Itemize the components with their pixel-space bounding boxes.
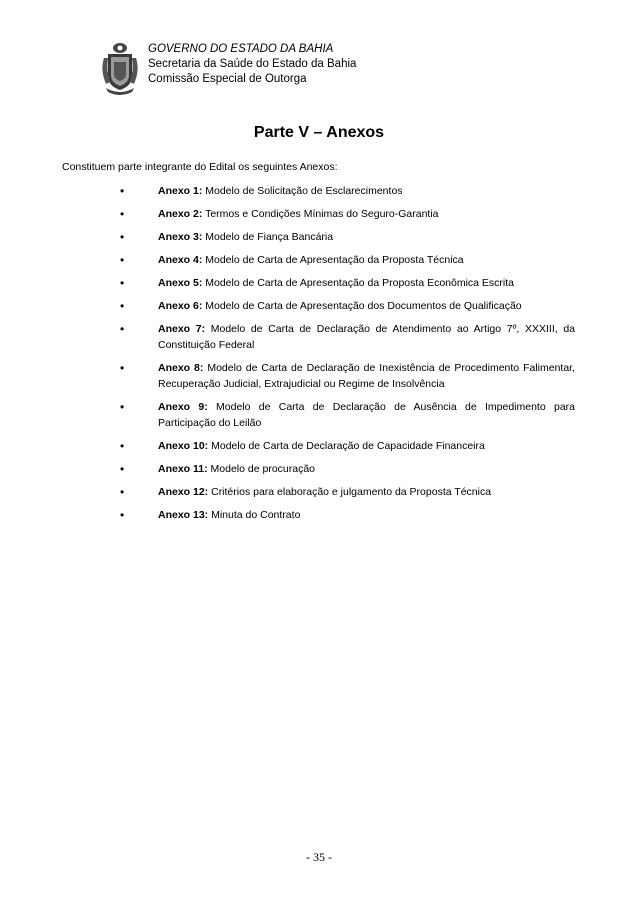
annex-list [0,183,638,530]
list-item [0,229,638,245]
list-item [0,399,638,431]
bullet-icon: • [120,485,125,499]
annex-number: Anexo 4: [158,254,203,266]
annex-content [158,507,575,523]
bullet-icon: • [120,400,125,414]
annex-content [158,252,575,268]
bullet-icon: • [120,361,125,375]
bullet-icon: • [120,299,125,313]
annex-description: Modelo de Carta de Declaração de Atendimento ao Artigo 7º, XXXIII, da Constituição Federal [158,323,575,351]
annex-description: Modelo de Carta de Apresentação da Proposta Econômica Escrita [202,277,515,289]
annex-number: Anexo 7: [158,323,206,335]
annex-content [158,298,575,314]
annex-number: Anexo 13: [158,509,209,521]
annex-number: Anexo 9: [158,401,208,413]
bullet-icon: • [120,462,125,476]
intro-paragraph: Constituem parte integrante do Edital os seguintes Anexos: [62,161,338,173]
list-item [0,183,638,199]
annex-number: Anexo 12: [158,486,209,498]
annex-description: Modelo de Carta de Declaração de Inexistência de Procedimento Falimentar, Recuperação Judicial, Extrajudicial ou Regime de Insolvência [158,362,576,390]
page-number: - 35 - [306,850,332,864]
annex-number: Anexo 8: [158,362,204,374]
document-header [98,40,518,100]
annex-content [158,438,575,454]
bullet-icon: • [120,184,125,198]
government-name: GOVERNO DO ESTADO DA BAHIA [148,43,334,55]
annex-content [158,321,575,353]
bullet-icon: • [120,253,125,267]
page-title: Parte V – Anexos [253,124,385,141]
annex-content [158,360,575,392]
annex-content [158,275,575,291]
annex-content [158,229,575,245]
annex-description: Modelo de Carta de Apresentação da Proposta Técnica [202,254,464,266]
annex-description: Termos e Condições Mínimas do Seguro-Garantia [202,208,439,220]
list-item [0,252,638,268]
annex-description: Modelo de Solicitação de Esclarecimentos [202,185,403,197]
list-item [0,298,638,314]
annex-description: Modelo de Carta de Apresentação dos Documentos de Qualificação [202,300,522,312]
annex-content [158,484,575,500]
annex-description: Modelo de Carta de Declaração de Capacidade Financeira [208,440,485,452]
annex-number: Anexo 2: [158,208,203,220]
list-item [0,321,638,353]
secretariat-name: Secretaria da Saúde do Estado da Bahia [148,58,357,70]
annex-description: Critérios para elaboração e julgamento da Proposta Técnica [208,486,492,498]
commission-name: Comissão Especial de Outorga [148,73,307,85]
annex-description: Modelo de Fiança Bancária [202,231,334,243]
annex-description: Modelo de procuração [207,463,316,475]
annex-number: Anexo 6: [158,300,203,312]
annex-description: Minuta do Contrato [208,509,301,521]
list-item [0,360,638,392]
annex-content [158,206,575,222]
list-item [0,484,638,500]
annex-description: Modelo de Carta de Declaração de Ausência de Impedimento para Participação do Leilão [158,401,575,429]
list-item [0,507,638,523]
annex-number: Anexo 3: [158,231,203,243]
bullet-icon: • [120,230,125,244]
annex-content [158,183,575,199]
annex-number: Anexo 11: [158,463,208,475]
annex-number: Anexo 1: [158,185,203,197]
bullet-icon: • [120,439,125,453]
state-coat-of-arms-icon [98,40,142,96]
annex-content [158,399,575,431]
bullet-icon: • [120,207,125,221]
list-item [0,438,638,454]
list-item [0,461,638,477]
annex-number: Anexo 5: [158,277,203,289]
bullet-icon: • [120,276,125,290]
annex-number: Anexo 10: [158,440,209,452]
annex-content [158,461,575,477]
header-text-block [148,42,356,87]
bullet-icon: • [120,508,125,522]
bullet-icon: • [120,322,125,336]
list-item [0,275,638,291]
list-item [0,206,638,222]
